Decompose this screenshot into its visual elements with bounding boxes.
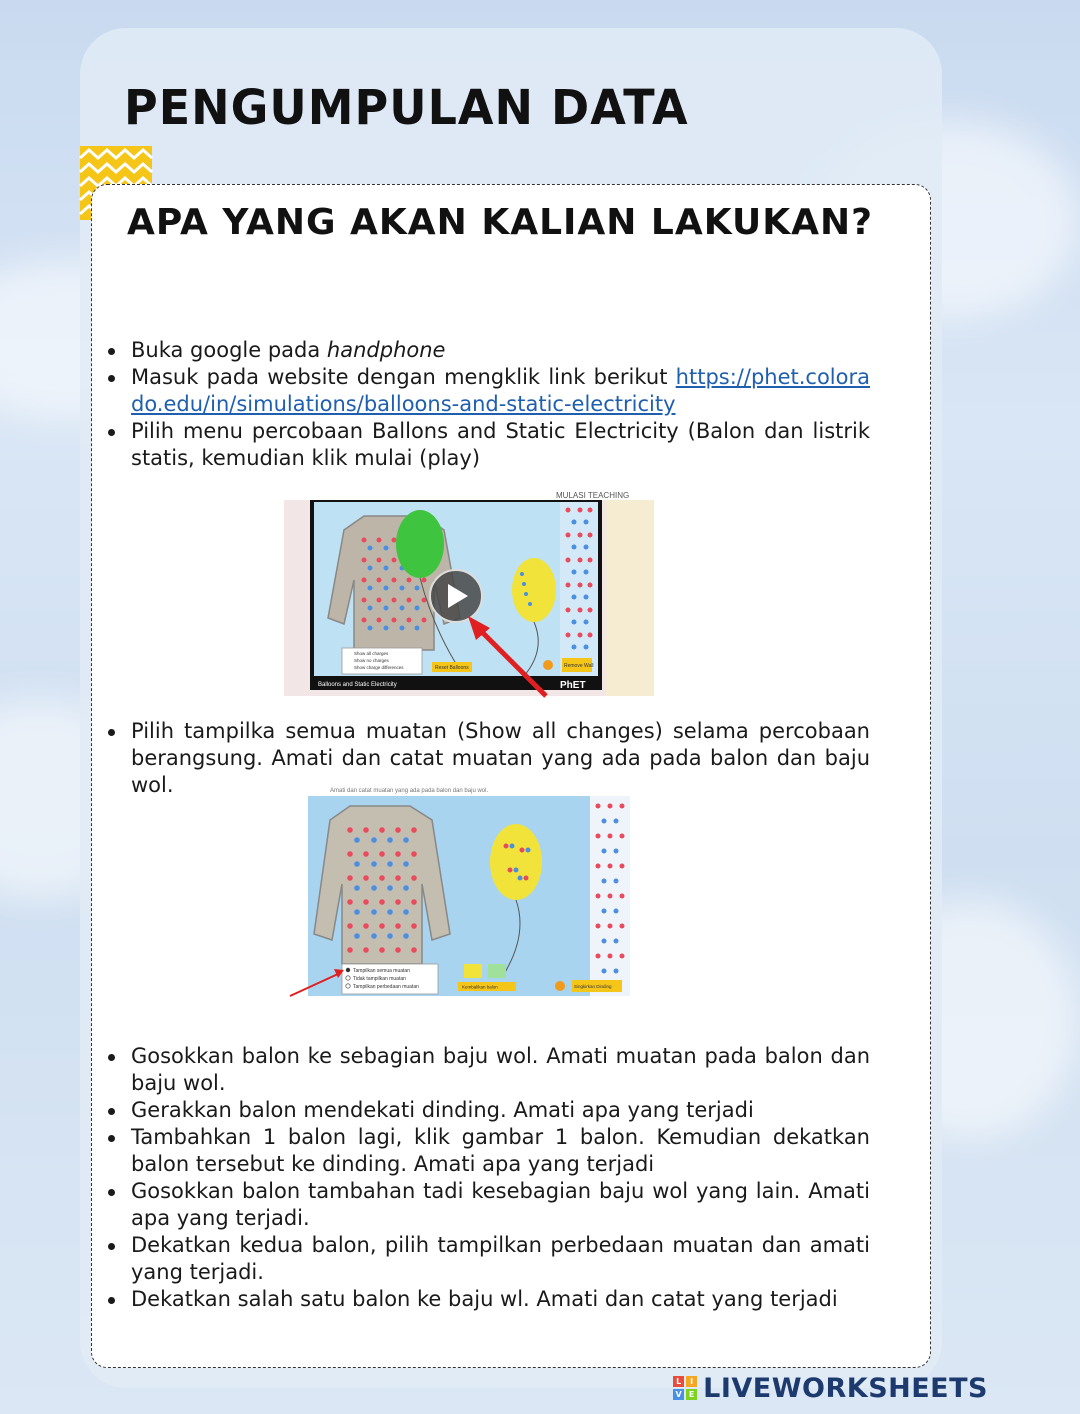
sim-top-text: Amati dan catat muatan yang ada pada balon dan baju wol. — [330, 788, 489, 794]
balloon-toggle-icon[interactable] — [488, 964, 506, 978]
list-item: Gosokkan balon tambahan tadi kesebagian baju wol yang lain. Amati apa yang terjadi. — [108, 1178, 870, 1232]
reset-icon[interactable] — [555, 981, 565, 991]
logo-text: LIVEWORKSHEETS — [703, 1372, 988, 1404]
page-title: PENGUMPULAN DATA — [124, 78, 689, 136]
steps-list-3 — [108, 1043, 870, 1313]
reset-balloon-label: Kembalikan balon — [462, 984, 498, 990]
list-item: Masuk pada website dengan mengklik link berikut https://phet.colorado.edu/in/simulations/balloons-and-static-electricity — [108, 364, 870, 418]
sim-topbar-text: MULASI TEACHING — [556, 491, 630, 500]
yellow-balloon — [490, 824, 542, 900]
phet-logo: PhET — [560, 680, 586, 691]
list-item: Gerakkan balon mendekati dinding. Amati apa yang terjadi — [108, 1097, 870, 1124]
radio-option[interactable]: Show all charges — [354, 651, 389, 656]
radio-option[interactable]: Show no charges — [354, 658, 389, 663]
green-balloon — [396, 510, 444, 578]
phet-link[interactable]: https://phet.colorado.edu/in/simulations/balloons-and-static-electricity — [131, 365, 870, 416]
list-item: Gosokkan balon ke sebagian baju wol. Amati muatan pada balon dan baju wol. — [108, 1043, 870, 1097]
list-item: Pilih menu percobaan Ballons and Static Electricity (Balon dan listrik statis, kemudian klik mulai (play) — [108, 418, 870, 472]
simulation-screenshot-charges — [290, 784, 632, 998]
sim-caption: Balloons and Static Electricity — [318, 682, 397, 688]
list-item: Pilih tampilka semua muatan (Show all changes) selama percobaan berangsung. Amati dan catat muatan yang ada pada balon dan baju wol. — [108, 718, 870, 799]
radio-option[interactable]: Tampilkan perbedaan muatan — [353, 984, 419, 990]
radio-option[interactable]: Show charge differences — [354, 665, 404, 670]
remove-wall-label: Remove Wall — [564, 663, 594, 669]
balloon-toggle-icon[interactable] — [464, 964, 482, 978]
reset-balloons-label: Reset Balloons — [435, 665, 469, 671]
radio-option[interactable]: Tidak tampilkan muatan — [353, 976, 406, 982]
liveworksheets-logo[interactable] — [673, 1372, 988, 1404]
list-item: Dekatkan kedua balon, pilih tampilkan perbedaan muatan dan amati yang terjadi. — [108, 1232, 870, 1286]
steps-list-1 — [108, 337, 870, 472]
list-item: Tambahkan 1 balon lagi, klik gambar 1 balon. Kemudian dekatkan balon tersebut ke dinding. Amati apa yang terjadi — [108, 1124, 870, 1178]
remove-wall-label: Singkirkan Dinding — [574, 984, 612, 989]
simulation-screenshot-play — [284, 491, 654, 696]
reset-icon[interactable] — [543, 660, 553, 670]
logo-blocks-icon: L I V E — [673, 1376, 697, 1400]
radio-option[interactable]: Tampilkan semua muatan — [353, 968, 410, 974]
list-item: Buka google pada handphone — [108, 337, 870, 364]
card-subtitle: APA YANG AKAN KALIAN LAKUKAN? — [127, 202, 873, 243]
yellow-balloon — [512, 558, 556, 622]
list-item: Dekatkan salah satu balon ke baju wl. Amati dan catat yang terjadi — [108, 1286, 870, 1313]
